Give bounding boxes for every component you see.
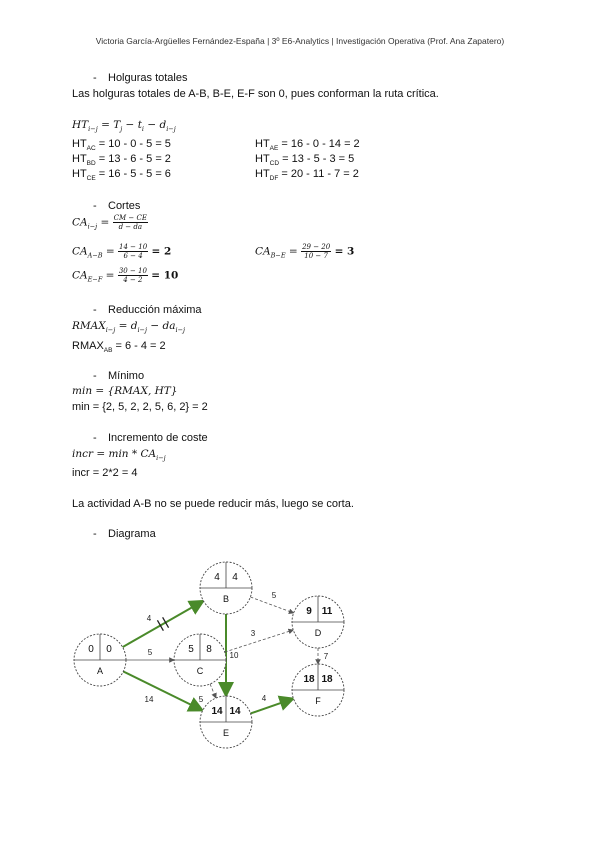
holguras-list-left — [72, 138, 171, 183]
edge-duration-label: 4 — [261, 694, 267, 703]
conclusion-text: La actividad A-B no se puede reducir más, luego se corta. — [72, 498, 354, 510]
node-B — [200, 562, 252, 614]
node-late-time: 14 — [229, 706, 241, 717]
holgura-item: $HT_{AE} = 16 - 0 - 14 = 2$ — [255, 138, 360, 152]
edge-duration-label: 3 — [250, 629, 256, 638]
edge-duration-label: 10 — [229, 651, 239, 660]
node-label: A — [96, 666, 104, 676]
node-label: D — [314, 628, 322, 638]
section-title: Cortes — [108, 200, 141, 212]
node-late-time: 11 — [321, 606, 333, 617]
node-E — [200, 696, 252, 748]
edge-duration-label: 5 — [271, 591, 277, 600]
section-title: Incremento de coste — [108, 432, 208, 444]
minimo-formula: min = {RMAX, HT} — [72, 385, 178, 397]
reduccion-calc: $RMAX_{AB} = 6 - 4 = 2$ — [72, 340, 166, 354]
section-reduccion-heading — [0, 304, 600, 318]
node-late-time: 18 — [321, 674, 333, 685]
node-A — [74, 634, 126, 686]
node-C — [174, 634, 226, 686]
node-label: F — [315, 696, 321, 706]
node-early-time: 9 — [306, 606, 312, 617]
bullet-dash: - — [93, 304, 97, 316]
node-late-time: 8 — [206, 644, 212, 655]
section-title: Reducción máxima — [108, 304, 202, 316]
holgura-item: $HT_{CD} = 13 - 5 - 3 = 5$ — [255, 153, 355, 167]
page-header: Victoria García-Argüelles Fernández-España | 3º E6-Analytics | Investigación Operativa (Prof. Ana Zapatero) — [95, 36, 505, 46]
section-holguras-heading — [0, 72, 600, 86]
edge-duration-label: 14 — [144, 695, 154, 704]
node-early-time: 14 — [211, 706, 223, 717]
edge-C-D — [225, 630, 294, 652]
holguras-list-right — [255, 138, 360, 183]
node-early-time: 4 — [214, 572, 220, 583]
node-label: B — [222, 594, 230, 604]
cortes-ab: $CA_{A-B}$ = $\frac{14 - 10}{6 - 4}$ = 2 — [72, 243, 172, 260]
edge-duration-label: 5 — [198, 695, 204, 704]
holgura-item: $HT_{DF} = 20 - 11 - 7 = 2$ — [255, 168, 359, 182]
cortes-formula: $CA_{i-j}$ = $\frac{CM - CE}{d - da}$ — [72, 214, 147, 231]
network-diagram — [60, 550, 380, 760]
cortes-be: $CA_{B-E}$ = $\frac{29 - 20}{10 - 7}$ = 3 — [255, 243, 355, 260]
node-label: E — [222, 728, 230, 738]
section-cortes-heading — [0, 200, 600, 214]
node-label: C — [196, 666, 204, 676]
bullet-dash: - — [93, 370, 97, 382]
node-early-time: 0 — [88, 644, 94, 655]
bullet-dash: - — [93, 432, 97, 444]
holguras-intro: Las holguras totales de A-B, B-E, E-F son 0, pues conforman la ruta crítica. — [72, 88, 439, 100]
minimo-calc: min = {2, 5, 2, 2, 5, 6, 2} = 2 — [72, 401, 208, 413]
bullet-dash: - — [93, 200, 97, 212]
reduccion-formula: $RMAX_{i-j} = d_{i-j} - da_{i-j}$ — [72, 320, 186, 334]
section-title: Holguras totales — [108, 72, 188, 84]
edge-duration-label: 5 — [147, 648, 153, 657]
edge-duration-label: 7 — [323, 652, 329, 661]
node-F — [292, 664, 344, 716]
incremento-calc: incr = 2*2 = 4 — [72, 467, 138, 479]
cortes-ef: $CA_{E-F}$ = $\frac{30 - 10}{4 - 2}$ = 10 — [72, 267, 179, 284]
cut-mark — [157, 620, 163, 630]
edge-E-F — [251, 699, 294, 714]
bullet-dash: - — [93, 528, 97, 540]
section-incremento-heading — [0, 432, 600, 446]
section-title: Mínimo — [108, 370, 145, 382]
holgura-item: $HT_{BD} = 13 - 6 - 5 = 2$ — [72, 153, 171, 167]
node-late-time: 4 — [232, 572, 238, 583]
node-early-time: 18 — [303, 674, 315, 685]
node-late-time: 0 — [106, 644, 112, 655]
node-early-time: 5 — [188, 644, 194, 655]
node-D — [292, 596, 344, 648]
edge-C-E — [210, 684, 216, 698]
section-minimo-heading — [0, 370, 600, 384]
bullet-dash: - — [93, 72, 97, 84]
edge-duration-label: 4 — [146, 614, 152, 623]
holguras-formula: $HT_{i-j} = T_j - t_i - d_{i-j}$ — [72, 119, 176, 133]
section-diagrama-heading — [0, 528, 600, 542]
incremento-formula: incr = min * $CA_{i-j}$ — [72, 448, 166, 462]
section-title: Diagrama — [108, 528, 156, 540]
holgura-item: $HT_{AC} = 10 - 0 - 5 = 5$ — [72, 138, 171, 152]
holgura-item: $HT_{CE} = 16 - 5 - 5 = 6$ — [72, 168, 171, 182]
cut-mark — [163, 617, 169, 627]
